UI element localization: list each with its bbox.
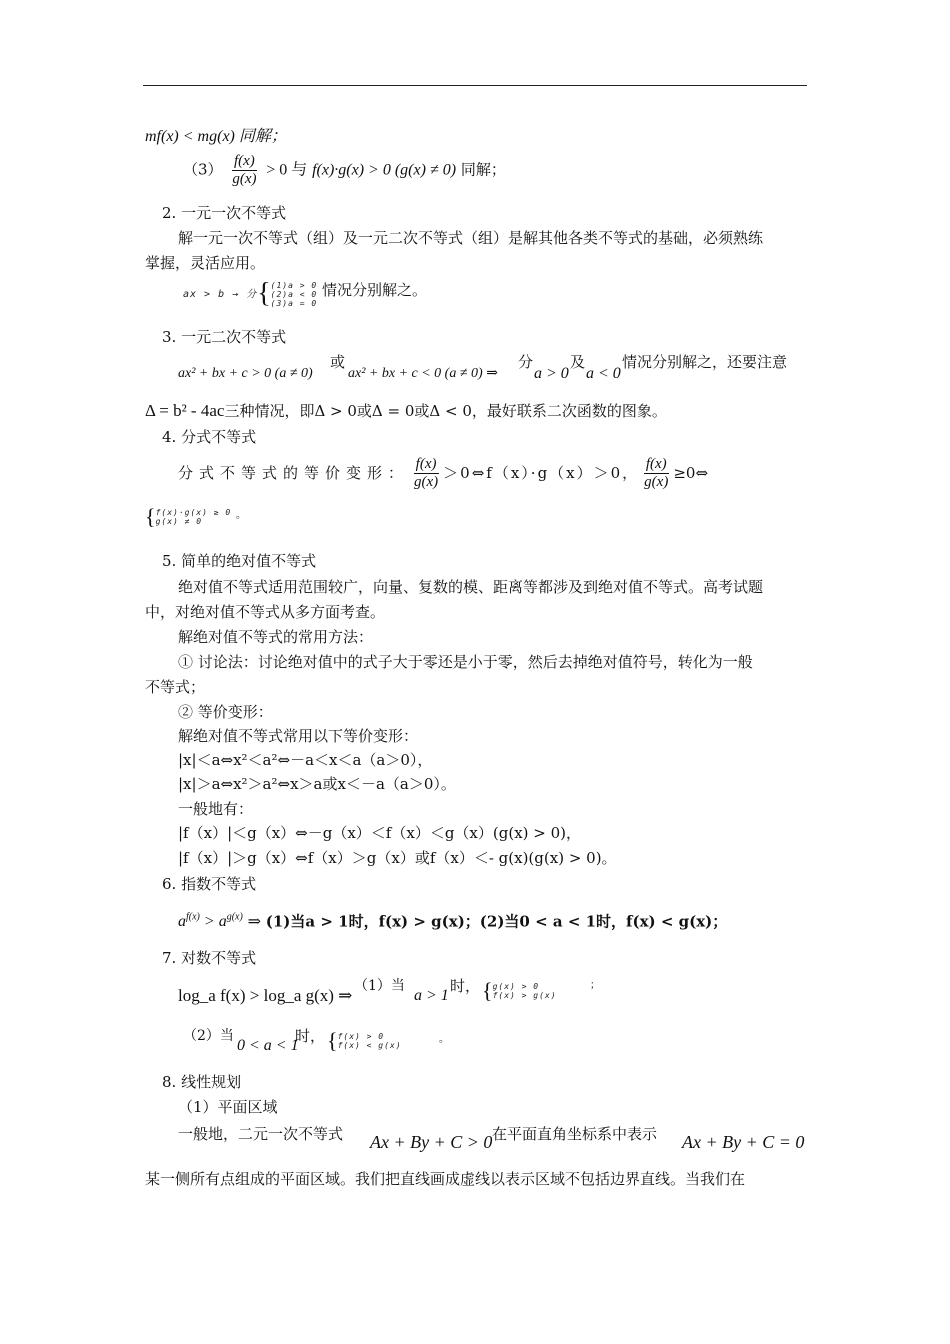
and-text: 及	[570, 353, 586, 371]
paragraph-5a: 绝对值不等式适用范围较广，向量、复数的模、距离等都涉及到绝对值不等式。高考试题	[178, 578, 764, 596]
subheading-8-1: （1）平面区域	[178, 1098, 278, 1116]
log-system-1	[482, 980, 557, 1002]
item-number: （3）	[183, 160, 223, 179]
paragraph-5i: |x|＞a⇔x²＞a²⇔x＞a或x＜－a（a＞0）。	[178, 775, 456, 793]
tail-text: 情况分别解之，还要注意	[622, 353, 788, 371]
line-quadratic	[178, 352, 808, 386]
suffix-text: 同解；	[460, 160, 506, 179]
system-row-2: f(x) > g(x)	[492, 991, 557, 1000]
section-heading-2: 2. 一元一次不等式	[162, 204, 287, 222]
formula-ax-gt-b: ax > b → 分	[183, 288, 258, 300]
fraction-numerator: f(x)	[233, 153, 255, 169]
left-brace-icon: {	[482, 978, 493, 1003]
line-exponential	[178, 908, 727, 932]
implies-icon: ⇒	[247, 913, 261, 931]
quadratic-gt: ax² + bx + c > 0 (a ≠ 0)	[178, 366, 313, 381]
fraction-numerator: f(x)	[645, 455, 667, 472]
paragraph-5k: |f（x）|＜g（x）⇔－g（x）＜f（x）＜g（x）(g(x) > 0)，	[178, 824, 582, 842]
case-list	[271, 281, 318, 308]
system-row-2: f(x) < g(x)	[337, 1041, 402, 1050]
quadratic-lt: ax² + bx + c < 0 (a ≠ 0) ⇒	[348, 366, 498, 381]
paragraph-5f: ② 等价变形：	[178, 703, 273, 721]
fraction-system	[145, 506, 231, 528]
fraction-numerator: f(x)	[415, 455, 437, 472]
line-expression: Ax + By + C = 0	[682, 1132, 805, 1152]
fraction-denominator: g(x)	[644, 473, 669, 490]
line-same-solution: mf(x) < mg(x) 同解；	[145, 128, 287, 145]
paragraph-5d: ① 讨论法：讨论绝对值中的式子大于零还是小于零，然后去掉绝对值符号，转化为一般	[178, 653, 753, 671]
section-heading-4: 4. 分式不等式	[162, 428, 257, 446]
equivalence-end: ≥0⇔	[673, 464, 709, 482]
section-heading-3: 3. 一元二次不等式	[162, 328, 287, 346]
case-2-text: （2）当	[183, 1028, 234, 1044]
suffix-text: 情况分别解之。	[321, 281, 427, 299]
paragraph-5b: 中，对绝对值不等式从多方面考查。	[145, 603, 386, 621]
left-brace-icon: {	[145, 504, 156, 529]
line-linear-cases	[183, 280, 427, 308]
lead-text: 分式不等式的等价变形：	[178, 464, 410, 482]
case-a-positive: a > 0	[534, 365, 569, 382]
or-text: 或	[330, 353, 346, 371]
line-linear-programming	[178, 1122, 808, 1156]
paragraph-2a: 解一元一次不等式（组）及一元二次不等式（组）是解其他各类不等式的基础，必须熟练	[178, 229, 764, 247]
shi-text: 时，	[450, 977, 481, 995]
section-heading-6: 6. 指数不等式	[162, 875, 257, 893]
system-rows	[156, 508, 232, 526]
period: 。	[235, 510, 246, 521]
fraction-1	[412, 456, 440, 491]
discriminant-text: 三种情况，即Δ > 0或Δ = 0或Δ < 0，最好联系二次函数的图象。	[224, 402, 667, 420]
semicolon: ；	[590, 980, 600, 991]
paragraph-5h: |x|＜a⇔x²＜a²⇔－a＜x＜a（a＞0），	[178, 751, 433, 769]
case-3: (3)a = 0	[270, 298, 318, 308]
paragraph-5j: 一般地有：	[178, 800, 254, 818]
system-row-2: g(x) ≠ 0	[155, 517, 203, 526]
case-2: (2)a < 0	[270, 289, 318, 299]
linear-case-formula	[183, 280, 317, 308]
case-1: (1)a > 0	[270, 280, 318, 290]
case-a-negative: a < 0	[586, 365, 621, 382]
section-heading-8: 8. 线性规划	[162, 1073, 242, 1091]
inequality-expression: Ax + By + C > 0	[370, 1132, 493, 1152]
mid-text: 在平面直角坐标系中表示	[492, 1125, 658, 1143]
product-expression: f(x)·g(x) > 0 (g(x) ≠ 0)	[312, 161, 457, 179]
case-2-condition: 0 < a < 1	[237, 1037, 299, 1054]
log-lead: log_a f(x) > log_a g(x) ⇒	[178, 986, 353, 1005]
line-log-case2	[183, 1024, 783, 1060]
log-system-2	[327, 1030, 402, 1052]
discriminant-formula: Δ = b² - 4ac	[145, 401, 225, 420]
system-row-1: f(x) > 0	[337, 1032, 385, 1041]
shi-text: 时，	[295, 1027, 326, 1045]
period: 。	[439, 1034, 449, 1045]
fen-text: 分	[518, 353, 534, 371]
system-rows	[338, 1032, 402, 1050]
section-heading-7: 7. 对数不等式	[162, 949, 257, 967]
system-row-1: g(x) > 0	[492, 982, 540, 991]
case-1-condition: a > 1	[414, 987, 449, 1004]
fraction-2	[642, 456, 670, 491]
exponential-cases: (1)当a > 1时，f(x) > g(x)；(2)当0 < a < 1时，f(x) < g(x)；	[265, 912, 728, 931]
case-1-text: （1）当	[354, 978, 405, 994]
system-row-1: f(x)·g(x) ≥ 0	[155, 508, 232, 517]
line-fraction-system	[145, 506, 246, 529]
left-brace-icon: {	[257, 278, 271, 309]
equivalence-text: ＞0⇔f（x）·g（x）＞0，	[443, 464, 640, 482]
exponential-lead: $a^{f(x)} > a^{g(x)}$	[178, 912, 243, 931]
fraction-fx-gx	[230, 153, 258, 188]
paragraph-8b: 某一侧所有点组成的平面区域。我们把直线画成虚线以表示区域不包括边界直线。当我们在	[145, 1170, 746, 1188]
system-rows	[493, 982, 557, 1000]
fraction-denominator: g(x)	[232, 171, 257, 187]
inequality-text: > 0 与	[266, 161, 308, 179]
line-fraction-ineq	[178, 451, 708, 495]
line-discriminant	[145, 401, 667, 421]
line-fraction-equivalence	[183, 153, 506, 188]
fraction-denominator: g(x)	[414, 473, 439, 490]
paragraph-5l: |f（x）|＞g（x）⇔f（x）＞g（x）或f（x）＜- g(x)(g(x) > 0)。	[178, 849, 617, 867]
left-brace-icon: {	[327, 1028, 338, 1053]
paragraph-5c: 解绝对值不等式的常用方法：	[178, 628, 374, 646]
paragraph-2b: 掌握，灵活应用。	[145, 254, 266, 272]
line-log-case1	[178, 974, 808, 1010]
header-rule	[143, 85, 807, 86]
paragraph-5g: 解绝对值不等式常用以下等价变形：	[178, 727, 419, 745]
paragraph-5e: 不等式；	[145, 678, 206, 696]
lead-text: 一般地，二元一次不等式	[178, 1125, 344, 1143]
section-heading-5: 5. 简单的绝对值不等式	[162, 552, 317, 570]
